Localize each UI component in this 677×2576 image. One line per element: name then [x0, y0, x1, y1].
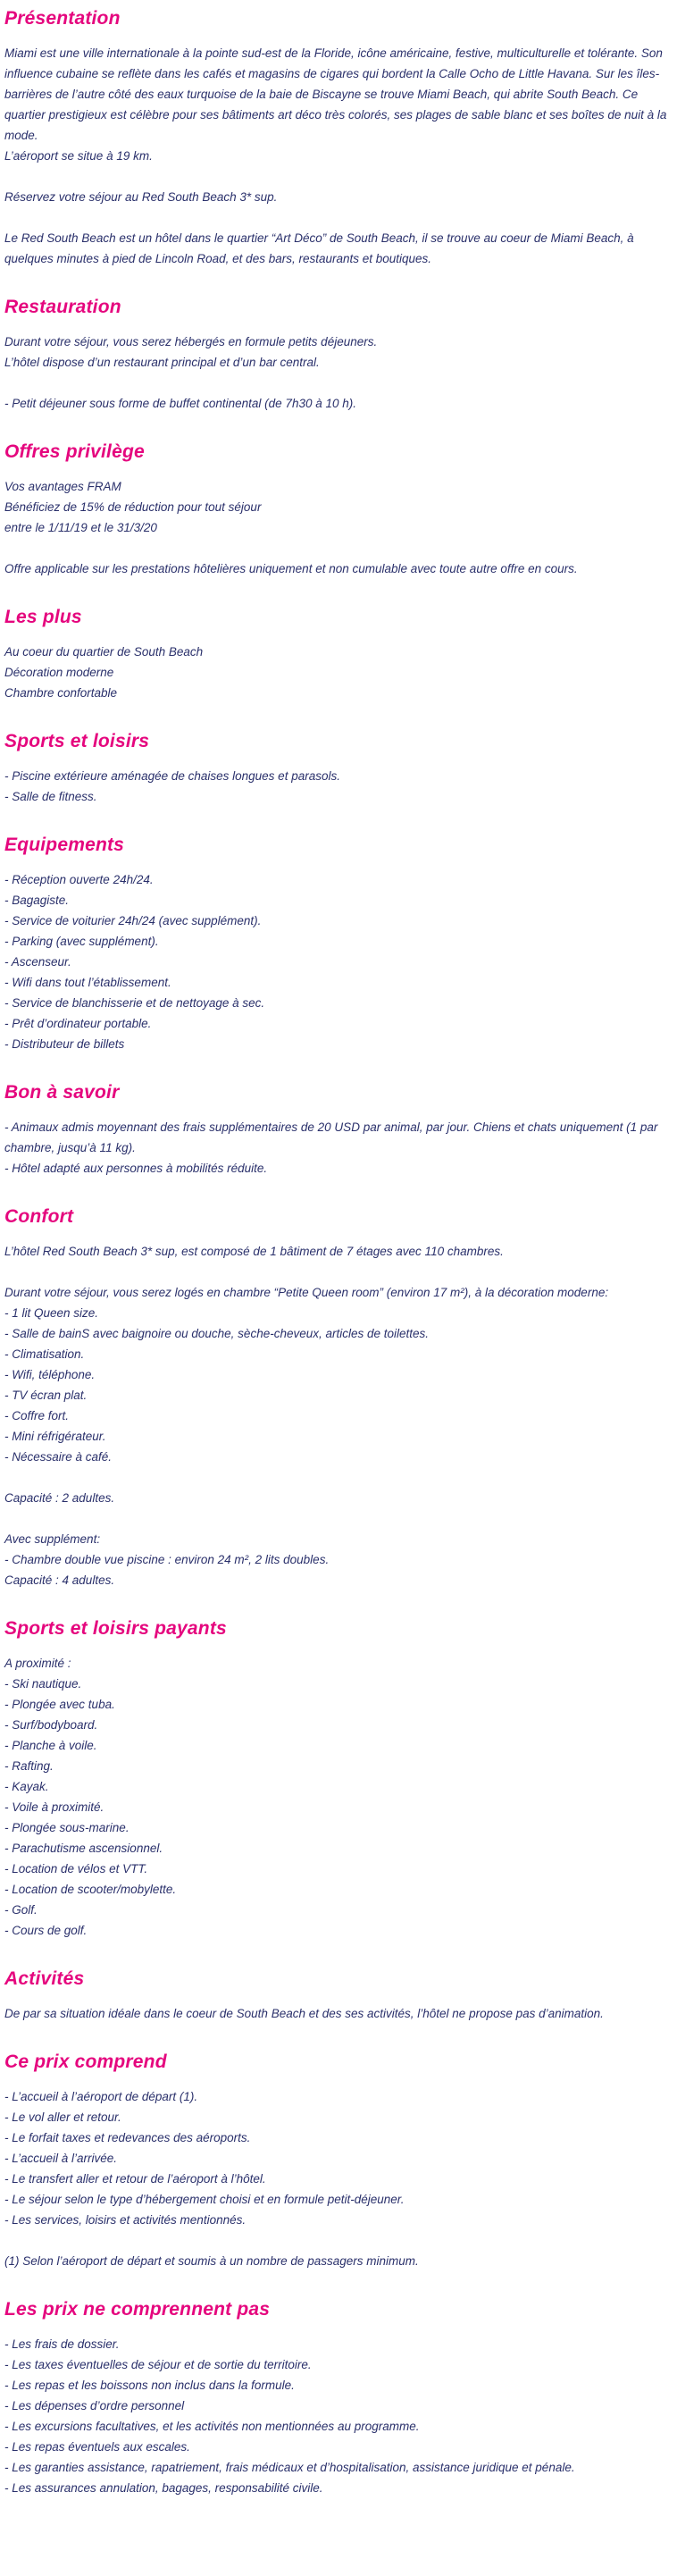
text-line: Au coeur du quartier de South Beach [4, 645, 204, 659]
text-line: - L’accueil à l’aéroport de départ (1). [4, 2090, 198, 2103]
text-line: Avec supplément: [4, 1532, 101, 1546]
text-line: - Nécessaire à café. [4, 1450, 113, 1464]
section [4, 834, 670, 1054]
text-line: - Le séjour selon le type d’hébergement choisi et en formule petit-déjeuner. [4, 2193, 405, 2206]
text-line: - Animaux admis moyennant des frais supplémentaires de 20 USD par animal, par jour. Chiens et chats uniquement (1 par chambre, jusqu’à 11 kg). [4, 1120, 658, 1154]
paragraph [4, 2086, 670, 2230]
text-line: - Cours de golf. [4, 1924, 88, 1937]
section [4, 730, 670, 807]
paragraph [4, 2003, 670, 2024]
text-line: - Plongée avec tuba. [4, 1698, 115, 1711]
text-line: - Surf/bodyboard. [4, 1718, 98, 1732]
section [4, 606, 670, 703]
text-line: - Mini réfrigérateur. [4, 1430, 106, 1443]
text-line: Chambre confortable [4, 686, 118, 700]
text-line: - Plongée sous-marine. [4, 1821, 130, 1834]
text-line: A proximité : [4, 1657, 71, 1670]
paragraph [4, 331, 670, 373]
text-line: - Service de voiturier 24h/24 (avec supplément). [4, 914, 262, 927]
section-title: Sports et loisirs payants [4, 1618, 227, 1639]
paragraph [4, 228, 670, 269]
text-line: - Les services, loisirs et activités mentionnés. [4, 2213, 247, 2227]
paragraph [4, 2334, 670, 2498]
text-line: (1) Selon l’aéroport de départ et soumis à un nombre de passagers minimum. [4, 2254, 419, 2268]
paragraph [4, 1241, 670, 1262]
text-line: Vos avantages FRAM [4, 480, 121, 493]
text-line: - Le forfait taxes et redevances des aéroports. [4, 2131, 251, 2144]
text-line: - Planche à voile. [4, 1739, 97, 1752]
text-line: - Wifi, téléphone. [4, 1368, 96, 1381]
text-line: De par sa situation idéale dans le coeur de South Beach et des ses activités, l’hôtel ne propose pas d’animation. [4, 2007, 604, 2020]
text-line: - Le transfert aller et retour de l’aéroport à l’hôtel. [4, 2172, 266, 2186]
text-line: - Chambre double vue piscine : environ 24 m², 2 lits doubles. [4, 1553, 330, 1566]
text-line: - Golf. [4, 1903, 38, 1917]
paragraph [4, 187, 670, 207]
paragraph [4, 393, 670, 414]
text-line: - Les repas et les boissons non inclus dans la formule. [4, 2379, 295, 2392]
paragraph [4, 558, 670, 579]
section-title: Offres privilège [4, 441, 145, 462]
paragraph [4, 43, 670, 166]
text-line: - Parachutisme ascensionnel. [4, 1842, 163, 1855]
paragraph [4, 476, 670, 538]
section [4, 7, 670, 269]
section [4, 2051, 670, 2271]
paragraph [4, 2251, 670, 2271]
text-line: - Coffre fort. [4, 1409, 70, 1422]
text-line: - Petit déjeuner sous forme de buffet continental (de 7h30 à 10 h). [4, 397, 356, 410]
text-line: - L’accueil à l’arrivée. [4, 2152, 118, 2165]
text-line: - TV écran plat. [4, 1389, 88, 1402]
text-line: - Location de scooter/mobylette. [4, 1883, 177, 1896]
text-line: - Rafting. [4, 1759, 54, 1773]
text-line: - Service de blanchisserie et de nettoyage à sec. [4, 996, 265, 1010]
text-line: - Les taxes éventuelles de séjour et de sortie du territoire. [4, 2358, 312, 2371]
paragraph [4, 1282, 670, 1467]
section-title: Présentation [4, 8, 121, 29]
text-line: Capacité : 4 adultes. [4, 1573, 115, 1587]
text-line: - Climatisation. [4, 1347, 85, 1361]
text-line: Durant votre séjour, vous serez hébergés en formule petits déjeuners. [4, 335, 378, 348]
text-line: Réservez votre séjour au Red South Beach 3* sup. [4, 190, 278, 204]
section-title: Ce prix comprend [4, 2052, 167, 2072]
text-line: - Les repas éventuels aux escales. [4, 2440, 190, 2454]
text-line: - Les dépenses d’ordre personnel [4, 2399, 185, 2412]
text-line: - Bagagiste. [4, 894, 70, 907]
text-line: - Distributeur de billets [4, 1037, 125, 1051]
paragraph [4, 869, 670, 1054]
paragraph [4, 1488, 670, 1508]
text-line: L’hôtel Red South Beach 3* sup, est composé de 1 bâtiment de 7 étages avec 110 chambres. [4, 1245, 504, 1258]
text-line: - Location de vélos et VTT. [4, 1862, 148, 1875]
text-line: Décoration moderne [4, 666, 114, 679]
text-line: - Ski nautique. [4, 1677, 82, 1691]
text-line: - Voile à proximité. [4, 1800, 104, 1814]
text-line: - Réception ouverte 24h/24. [4, 873, 154, 886]
text-line: - Ascenseur. [4, 955, 71, 969]
section-title: Les plus [4, 607, 82, 627]
text-line: - Les frais de dossier. [4, 2337, 120, 2351]
paragraph [4, 1653, 670, 1941]
text-line: - Piscine extérieure aménagée de chaises longues et parasols. [4, 769, 340, 783]
text-line: - 1 lit Queen size. [4, 1306, 99, 1320]
paragraph [4, 1529, 670, 1590]
text-line: - Prêt d’ordinateur portable. [4, 1017, 152, 1030]
section-title: Confort [4, 1206, 74, 1227]
text-line: Capacité : 2 adultes. [4, 1491, 115, 1505]
text-line: Offre applicable sur les prestations hôtelières uniquement et non cumulable avec toute autre offre en cours. [4, 562, 578, 575]
text-line: - Les excursions facultatives, et les activités non mentionnées au programme. [4, 2420, 420, 2433]
section-title: Bon à savoir [4, 1082, 120, 1103]
section [4, 2298, 670, 2498]
paragraph [4, 1117, 670, 1179]
section [4, 1617, 670, 1941]
text-line: Le Red South Beach est un hôtel dans le quartier “Art Déco” de South Beach, il se trouve au coeur de Miami Beach, à quelques minutes à pied de Lincoln Road, et des bars, restaurants et boutiques. [4, 231, 634, 265]
section-title: Activités [4, 1968, 85, 1989]
text-line: L’hôtel dispose d’un restaurant principal et d’un bar central. [4, 356, 320, 369]
section [4, 296, 670, 414]
text-line: - Les assurances annulation, bagages, responsabilité civile. [4, 2481, 323, 2495]
text-line: - Le vol aller et retour. [4, 2110, 121, 2124]
section-title: Restauration [4, 297, 121, 317]
section-title: Les prix ne comprennent pas [4, 2299, 271, 2320]
text-line: L’aéroport se situe à 19 km. [4, 149, 153, 163]
text-line: - Wifi dans tout l’établissement. [4, 976, 171, 989]
paragraph [4, 766, 670, 807]
text-line: - Les garanties assistance, rapatriement, frais médicaux et d’hospitalisation, assistance juridique et pénale. [4, 2461, 575, 2474]
section [4, 1205, 670, 1590]
text-line: - Salle de fitness. [4, 790, 97, 803]
text-line: - Kayak. [4, 1780, 49, 1793]
section [4, 1081, 670, 1179]
text-line: entre le 1/11/19 et le 31/3/20 [4, 521, 157, 534]
text-line: - Salle de bainS avec baignoire ou douche, sèche-cheveux, articles de toilettes. [4, 1327, 430, 1340]
text-line: Durant votre séjour, vous serez logés en chambre “Petite Queen room” (environ 17 m²), à la décoration moderne: [4, 1286, 609, 1299]
text-line: Miami est une ville internationale à la pointe sud-est de la Floride, icône américaine, festive, multiculturelle et tolérante. Son influence cubaine se reflète dans les cafés et magasins de cigares qui bordent la Calle Ocho de Little Havana. Sur les îles-barrières de l’autre côté des eaux turquoise de la baie de Biscayne se trouve Miami Beach, qui abrite South Beach. Ce quartier prestigieux est célèbre pour ses bâtiments art déco très colorés, ses plages de sable blanc et ses boîtes de nuit à la mode. [4, 46, 667, 142]
text-line: - Hôtel adapté aux personnes à mobilités réduite. [4, 1162, 268, 1175]
section-title: Sports et loisirs [4, 731, 150, 751]
section [4, 441, 670, 579]
text-line: - Parking (avec supplément). [4, 935, 159, 948]
text-line: Bénéficiez de 15% de réduction pour tout séjour [4, 500, 262, 514]
section-title: Equipements [4, 835, 125, 855]
paragraph [4, 642, 670, 703]
section [4, 1968, 670, 2024]
